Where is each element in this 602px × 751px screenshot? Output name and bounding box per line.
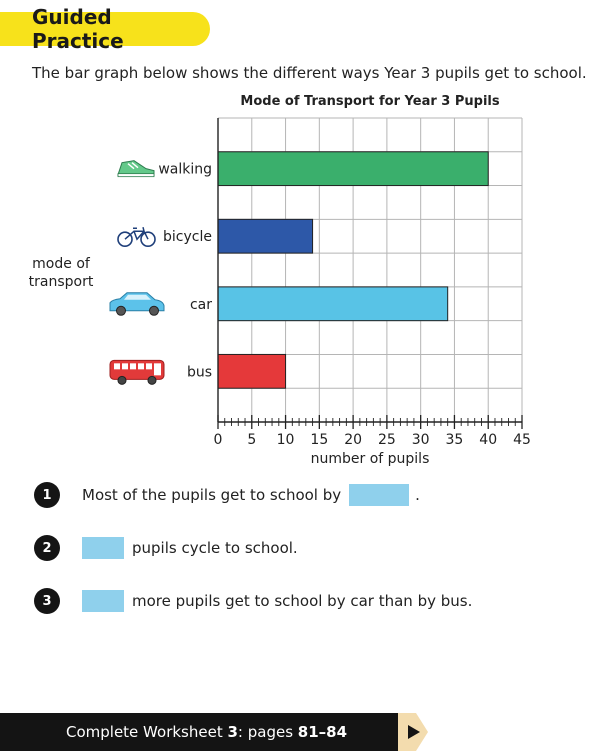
answer-blank[interactable] xyxy=(349,484,409,506)
x-tick-label: 0 xyxy=(213,432,223,448)
footer-text-mid: : pages xyxy=(237,723,298,741)
x-tick-label: 25 xyxy=(377,432,396,448)
category-label-bus: bus xyxy=(186,364,212,381)
bar-walking xyxy=(218,152,488,186)
footer-bar xyxy=(0,713,402,751)
question-3 xyxy=(34,588,472,614)
x-tick-label: 15 xyxy=(310,432,329,448)
category-label-bicycle: bicycle xyxy=(163,229,212,246)
question-text: pupils cycle to school. xyxy=(132,539,298,557)
question-number: 2 xyxy=(34,535,60,561)
category-icons xyxy=(110,161,164,385)
chart-title: Mode of Transport for Year 3 Pupils xyxy=(240,94,500,109)
category-label-car: car xyxy=(189,296,212,313)
question-text-end: . xyxy=(415,486,420,504)
footer-text: Complete Worksheet xyxy=(66,723,228,741)
question-text: more pupils get to school by car than by bus. xyxy=(132,592,473,610)
bicycle-icon xyxy=(118,227,155,246)
question-number: 3 xyxy=(34,588,60,614)
sneaker-icon xyxy=(118,161,154,177)
category-labels xyxy=(158,162,212,381)
intro-text: The bar graph below shows the different ways Year 3 pupils get to school. xyxy=(32,64,587,82)
bus-icon xyxy=(110,360,164,384)
x-tick-label: 10 xyxy=(276,432,295,448)
footer-worksheet: 3 xyxy=(227,723,238,741)
x-tick-label: 35 xyxy=(445,432,464,448)
bar-car xyxy=(218,287,448,321)
y-axis-label: mode of transport xyxy=(28,256,94,290)
question-2 xyxy=(34,535,298,561)
answer-blank[interactable] xyxy=(82,590,124,612)
x-tick-label: 45 xyxy=(513,432,531,448)
question-text: Most of the pupils get to school by xyxy=(82,486,342,504)
x-tick-label: 40 xyxy=(479,432,498,448)
footer-pages: 81–84 xyxy=(297,723,348,741)
x-tick-label: 5 xyxy=(247,432,257,448)
question-1 xyxy=(34,482,420,508)
bar-bus xyxy=(218,354,286,388)
car-icon xyxy=(110,293,164,316)
pencil-tip-icon xyxy=(398,713,428,751)
x-axis-label: number of pupils xyxy=(310,451,430,467)
question-number: 1 xyxy=(34,482,60,508)
section-title: Guided Practice xyxy=(32,5,124,53)
bar-bicycle xyxy=(218,219,313,253)
answer-blank[interactable] xyxy=(82,537,124,559)
category-label-walking: walking xyxy=(158,161,212,178)
x-tick-label: 30 xyxy=(411,432,430,448)
x-tick-label: 20 xyxy=(344,432,363,448)
